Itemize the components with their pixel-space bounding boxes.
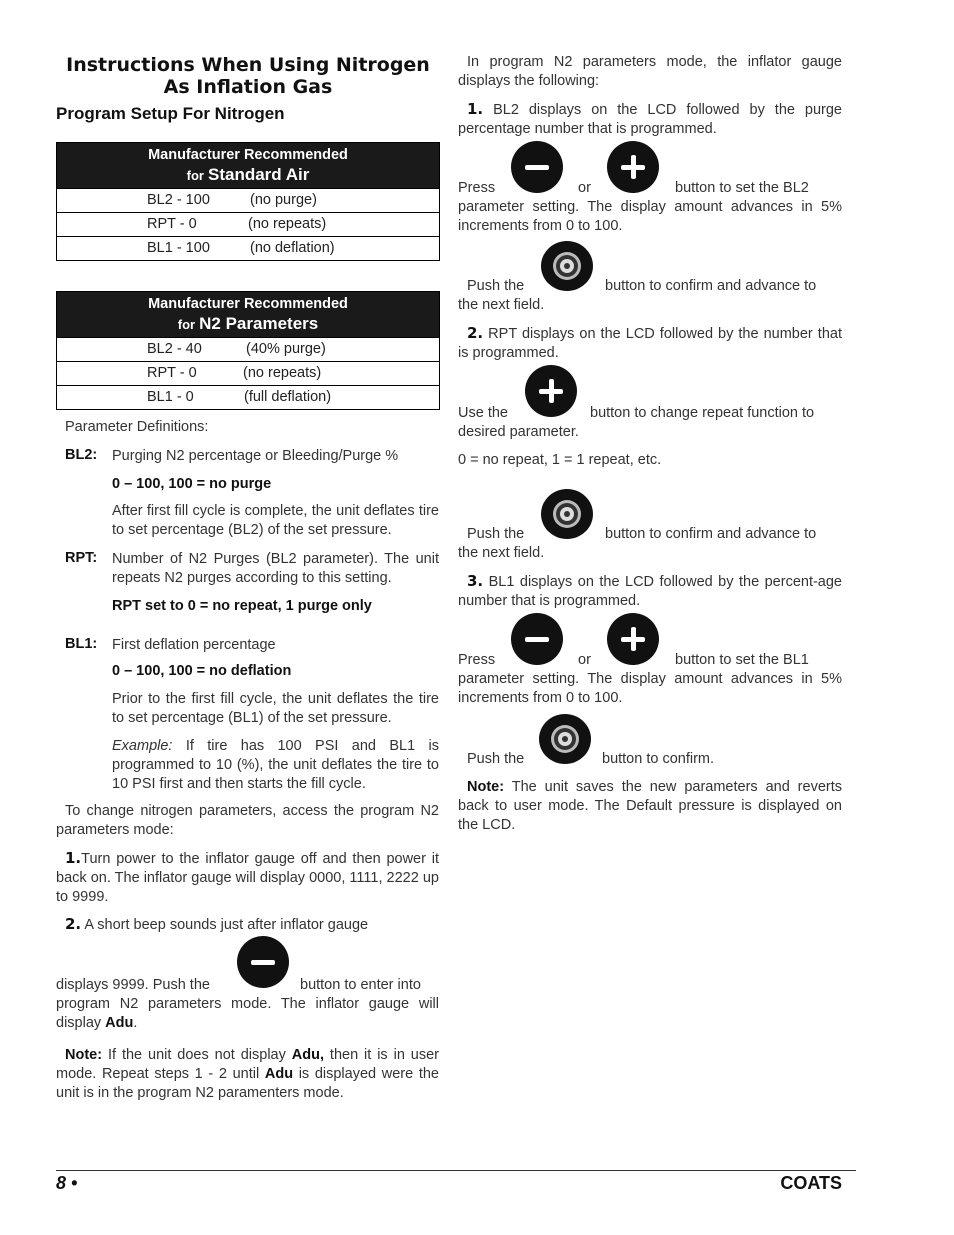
adu-text: Adu: [264, 1066, 294, 1082]
adu-text: Adu: [105, 1015, 134, 1031]
row-param: RPT - 0: [147, 216, 197, 232]
section-subtitle: Program Setup For Nitrogen: [56, 104, 285, 123]
minus-button-icon: [511, 141, 563, 193]
bl1-text: First deflation percentage: [112, 637, 276, 653]
note-label: Note:: [65, 1047, 103, 1063]
note-text: If the unit does not display: [102, 1047, 292, 1063]
steps-intro: To change nitrogen parameters, access the program N2 parameters mode:: [56, 803, 439, 838]
push-the-text: Push the: [467, 751, 525, 767]
table-header-line2: Standard Air: [207, 165, 310, 184]
left-step-2: [56, 915, 439, 935]
step2-end: .: [133, 1015, 138, 1031]
n2-parameters-table: [56, 291, 440, 410]
example-paragraph: [112, 737, 439, 794]
or-text: or: [578, 180, 591, 196]
bl1-range: 0 – 100, 100 = no deflation: [112, 663, 292, 679]
table-row: [57, 236, 439, 260]
step-number: 1.: [65, 849, 82, 867]
right-step-1: [458, 100, 842, 139]
left-note: [56, 1046, 439, 1103]
rpt-text: Number of N2 Purges (BL2 parameter). The unit repeats N2 purges according to this setting.: [112, 551, 439, 586]
push-the-text: Push the: [467, 526, 525, 542]
bl2-text: Purging N2 percentage or Bleeding/Purge %: [112, 448, 399, 464]
row-param: BL1 - 100: [147, 240, 210, 256]
bl1-detail: Prior to the first fill cycle, the unit deflates the tire to set percentage (BL1) of the set pressure.: [112, 691, 439, 726]
press-text: Press: [458, 652, 496, 668]
bl2-label: BL2:: [65, 447, 98, 463]
bl1-button-text: button to set the BL1: [675, 652, 809, 668]
table-row: [57, 385, 439, 409]
bl2-range: 0 – 100, 100 = no purge: [112, 476, 272, 492]
footer-rule: [56, 1170, 856, 1171]
rpt-label: RPT:: [65, 550, 98, 566]
right-step-2: [458, 324, 842, 363]
step-text: A short beep sounds just after inflator gauge: [81, 917, 369, 933]
push-the-text: Push the: [467, 278, 525, 294]
right-step-3: [458, 572, 842, 611]
step-text: Turn power to the inflator gauge off and then power it back on. The inflator gauge will display 0000, 1111, 2222 up to 9999.: [56, 851, 439, 905]
confirm-text: button to confirm.: [602, 751, 715, 767]
left-step-1: [56, 849, 439, 907]
tire-button-icon: [540, 240, 594, 292]
or-text: or: [578, 652, 591, 668]
table-header-for: for: [186, 168, 204, 183]
minus-button-icon: [511, 613, 563, 665]
definitions-intro: Parameter Definitions:: [65, 419, 209, 435]
confirm-advance-text: button to confirm and advance to: [605, 278, 817, 294]
right-note: [458, 778, 842, 835]
bl2-detail: After first fill cycle is complete, the unit deflates tire to set percentage (BL2) of the set pressure.: [112, 503, 439, 538]
repeat-note: 0 = no repeat, 1 = 1 repeat, etc.: [458, 452, 662, 468]
table-header-line1: Manufacturer Recommended: [148, 296, 348, 312]
press-text: Press: [458, 180, 496, 196]
note-text: The unit saves the new parameters and reverts back to user mode. The Default pressure is displayed on the LCD.: [458, 779, 842, 833]
row-param: RPT - 0: [147, 365, 197, 381]
row-desc: (40% purge): [246, 341, 326, 357]
plus-button-icon: [607, 613, 659, 665]
table-row: [57, 212, 439, 236]
use-the-text: Use the: [458, 405, 508, 421]
row-param: BL2 - 100: [147, 192, 210, 208]
example-text: If tire has 100 PSI and BL1 is programmed to 10 (%), the unit deflates the tire to 10 PSI first and then starts the fill cycle.: [112, 738, 439, 792]
standard-air-table: [56, 142, 440, 261]
bl1-label: BL1:: [65, 636, 98, 652]
row-desc: (full deflation): [244, 389, 332, 405]
rpt-range: RPT set to 0 = no repeat, 1 purge only: [112, 598, 372, 614]
row-desc: (no deflation): [250, 240, 335, 256]
table-header: [57, 143, 439, 188]
bl2-cont: parameter setting. The display amount advances in 5% increments from 0 to 100.: [458, 199, 842, 234]
bl2-button-text: button to set the BL2: [675, 180, 809, 196]
row-desc: (no purge): [250, 192, 317, 208]
table-row: [57, 337, 439, 361]
step-text: BL2 displays on the LCD followed by the purge percentage number that is programmed.: [458, 102, 842, 137]
table-header-for: for: [177, 317, 196, 332]
title-line-2: As Inflation Gas: [163, 76, 333, 98]
step-number: 1.: [467, 100, 484, 118]
step2-cont-c: [56, 995, 439, 1033]
example-label: Example:: [112, 738, 173, 754]
right-intro: In program N2 parameters mode, the inflator gauge displays the following:: [458, 54, 842, 89]
step-number: 3.: [467, 572, 484, 590]
step-number: 2.: [65, 915, 82, 933]
note-text: is displayed were the unit is in the program N2 paramenters mode.: [56, 1066, 439, 1101]
table-header: [57, 292, 439, 337]
row-desc: (no repeats): [248, 216, 327, 232]
tire-button-icon: [540, 488, 594, 540]
row-param: BL2 - 40: [147, 341, 202, 357]
step2-cont-b: button to enter into: [300, 977, 421, 993]
note-text: then it is in user mode. Repeat steps 1 - 2 until: [56, 1047, 439, 1082]
plus-button-icon: [525, 365, 577, 417]
next-field-text: the next field.: [458, 545, 545, 561]
page-title: [56, 54, 440, 98]
row-param: BL1 - 0: [147, 389, 194, 405]
table-header-line2: N2 Parameters: [199, 314, 319, 333]
tire-button-icon: [538, 713, 592, 765]
row-desc: (no repeats): [243, 365, 322, 381]
bl1-cont: parameter setting. The display amount advances in 5% increments from 0 to 100.: [458, 671, 842, 706]
table-header-line1: Manufacturer Recommended: [148, 147, 348, 163]
brand-name: COATS: [780, 1173, 842, 1193]
note-label: Note:: [467, 779, 505, 795]
page-number: 8 •: [56, 1173, 78, 1193]
confirm-advance-text: button to confirm and advance to: [605, 526, 817, 542]
step2-cont-a: displays 9999. Push the: [56, 977, 210, 993]
minus-button-icon: [237, 936, 289, 988]
desired-text: desired parameter.: [458, 424, 579, 440]
table-row: [57, 361, 439, 385]
step-text: BL1 displays on the LCD followed by the percent-age number that is programmed.: [458, 574, 842, 609]
plus-button-icon: [607, 141, 659, 193]
step-text: RPT displays on the LCD followed by the number that is programmed.: [458, 326, 842, 361]
step-number: 2.: [467, 324, 484, 342]
adu-text: Adu,: [291, 1047, 324, 1063]
next-field-text: the next field.: [458, 297, 545, 313]
step2-cont-text: program N2 parameters mode. The inflator gauge will display: [56, 996, 439, 1031]
table-row: [57, 188, 439, 212]
title-line-1: Instructions When Using Nitrogen: [66, 54, 430, 76]
rpt-button-text: button to change repeat function to: [590, 405, 815, 421]
